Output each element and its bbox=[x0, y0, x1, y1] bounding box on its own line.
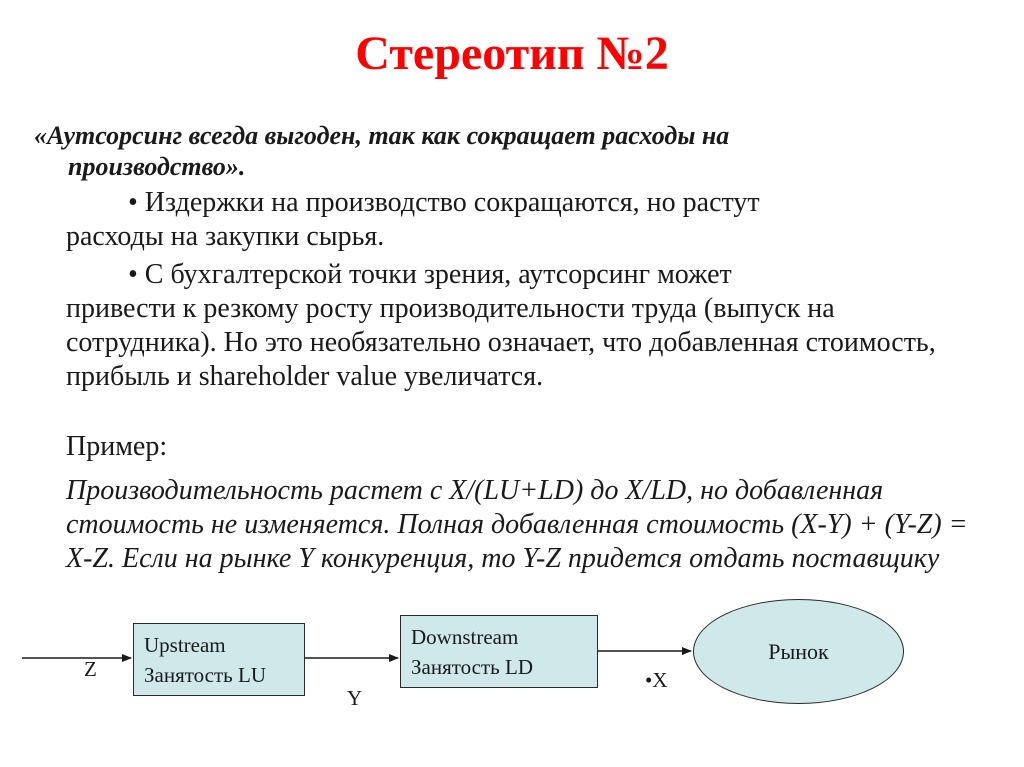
upstream-box bbox=[133, 623, 305, 696]
label-x: •X bbox=[645, 668, 668, 692]
bullet-accounting-first-line: • С бухгалтерской точки зрения, аутсорсинг может bbox=[128, 259, 732, 290]
bullet-accounting-rest: привести к резкому росту производительности труда (выпуск на сотрудника). Но это необязательно означает, что добавленная стоимость, прибыль и shareholder value увеличатся. bbox=[66, 293, 936, 392]
market-label: Рынок bbox=[768, 638, 829, 664]
downstream-employment: Занятость LD bbox=[411, 655, 533, 679]
example-text: Производительность растет с X/(LU+LD) до X/LD, но добавленная стоимость не изменяется. Полная добавленная стоимость (X-Y) + (Y-Z) = X-Z. Если на рынке Y конкуренция, то Y-Z придется отдать поставщику bbox=[66, 475, 968, 574]
label-z: Z bbox=[84, 657, 97, 681]
bullet-costs-rest: расходы на закупки сырья. bbox=[66, 221, 385, 252]
example-label: Пример: bbox=[66, 431, 168, 462]
bullet-costs-first-line: • Издержки на производство сокращаются, но растут bbox=[128, 187, 760, 218]
quote-line-2: производство». bbox=[68, 152, 246, 181]
market-ellipse bbox=[693, 599, 904, 704]
label-y: Y bbox=[347, 686, 363, 710]
upstream-title: Upstream bbox=[144, 633, 226, 657]
upstream-employment: Занятость LU bbox=[144, 663, 266, 687]
quote-line-1: «Аутсорсинг всегда выгоден, так как сокращает расходы на bbox=[34, 121, 730, 150]
downstream-box bbox=[400, 615, 598, 688]
slide-title: Стереотип №2 bbox=[355, 27, 669, 80]
downstream-title: Downstream bbox=[411, 625, 519, 649]
